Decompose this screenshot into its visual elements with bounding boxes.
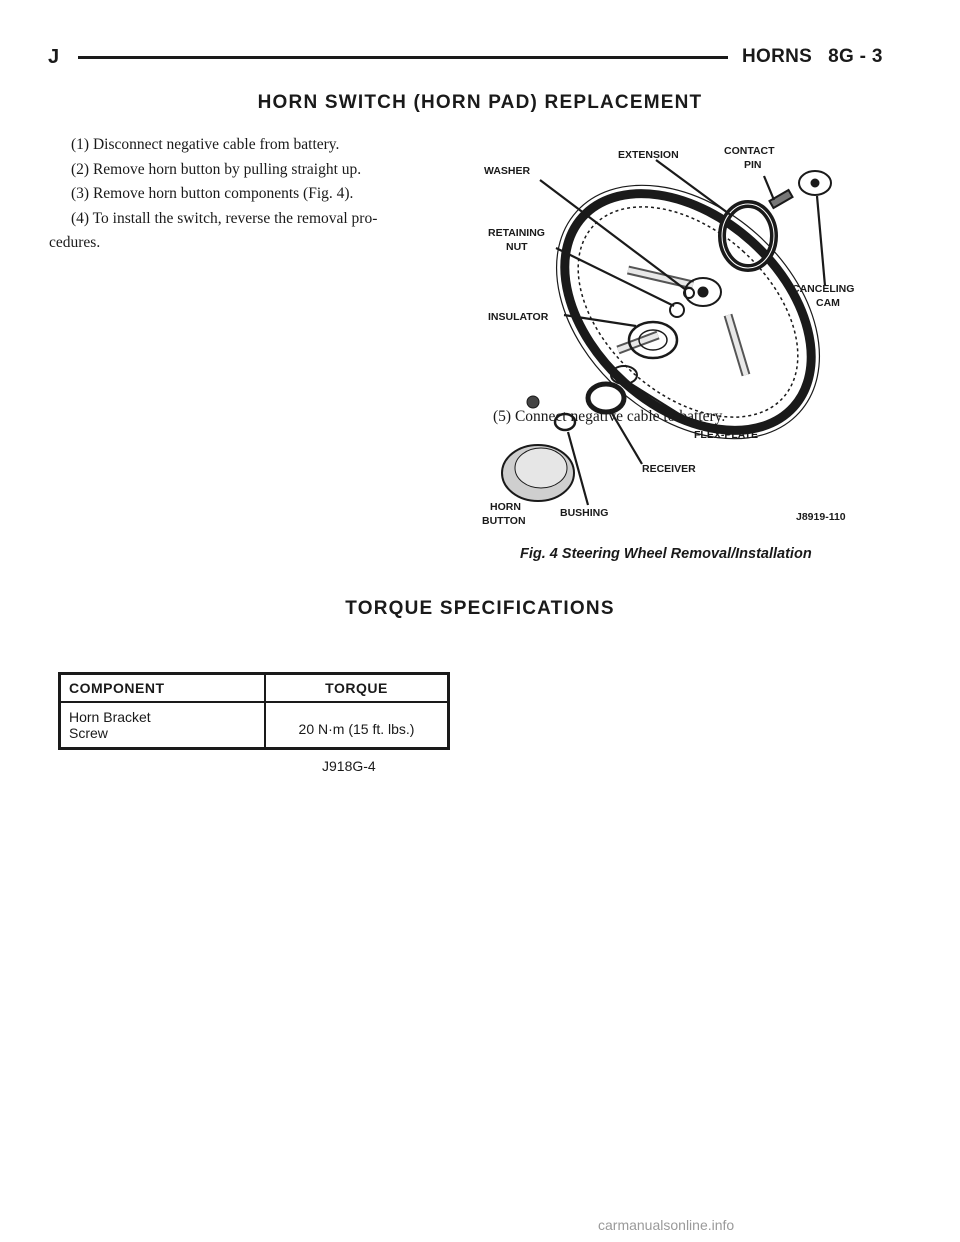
table-code: J918G-4 [322,758,376,774]
header-letter: J [48,46,60,68]
label-nut: NUT [506,241,528,253]
label-receiver: RECEIVER [642,463,696,475]
watermark: carmanualsonline.info [598,1217,735,1233]
torque-table [58,672,450,750]
step-1: (1) Disconnect negative cable from battery. [71,136,340,153]
header-component: COMPONENT [69,680,165,696]
label-canceling: CANCELING [792,283,855,295]
step-3: (3) Remove horn button components (Fig. 4). [71,185,354,202]
label-bushing: BUSHING [560,507,609,519]
label-extension: EXTENSION [618,149,679,161]
cell-component-line-1: Horn Bracket [69,709,151,725]
section-title-torque: TORQUE SPECIFICATIONS [345,598,615,619]
cell-component [69,709,249,741]
step-2: (2) Remove horn button by pulling straight up. [71,160,362,178]
steering-wheel-diagram [478,140,878,535]
section-title-horn-switch: HORN SWITCH (HORN PAD) REPLACEMENT [257,92,703,113]
label-button: BUTTON [482,515,526,527]
label-flex-plate: FLEX-PLATE [694,429,758,441]
header-page-number: 8G - 3 [828,46,883,67]
label-horn: HORN [490,501,521,513]
cell-torque: 20 N·m (15 ft. lbs.) [298,721,415,737]
step-5: (5) Connect negative cable to battery. [493,408,726,425]
label-cam: CAM [816,297,840,309]
step-4-continued: cedures. [49,234,101,251]
header-rule [78,56,728,59]
figure-caption: Fig. 4 Steering Wheel Removal/Installation [520,546,812,562]
figure-code: J8919-110 [796,511,846,523]
label-washer: WASHER [484,165,531,177]
label-insulator: INSULATOR [488,311,549,323]
header-torque: TORQUE [325,680,388,696]
label-retaining: RETAINING [488,227,545,239]
header-page-info [742,46,899,68]
procedure-steps [49,133,445,256]
label-contact: CONTACT [724,145,775,157]
cell-component-line-2: Screw [69,725,108,741]
header-section: HORNS [742,46,813,67]
label-pin: PIN [744,159,762,171]
step-4: (4) To install the switch, reverse the removal pro- [71,209,378,227]
